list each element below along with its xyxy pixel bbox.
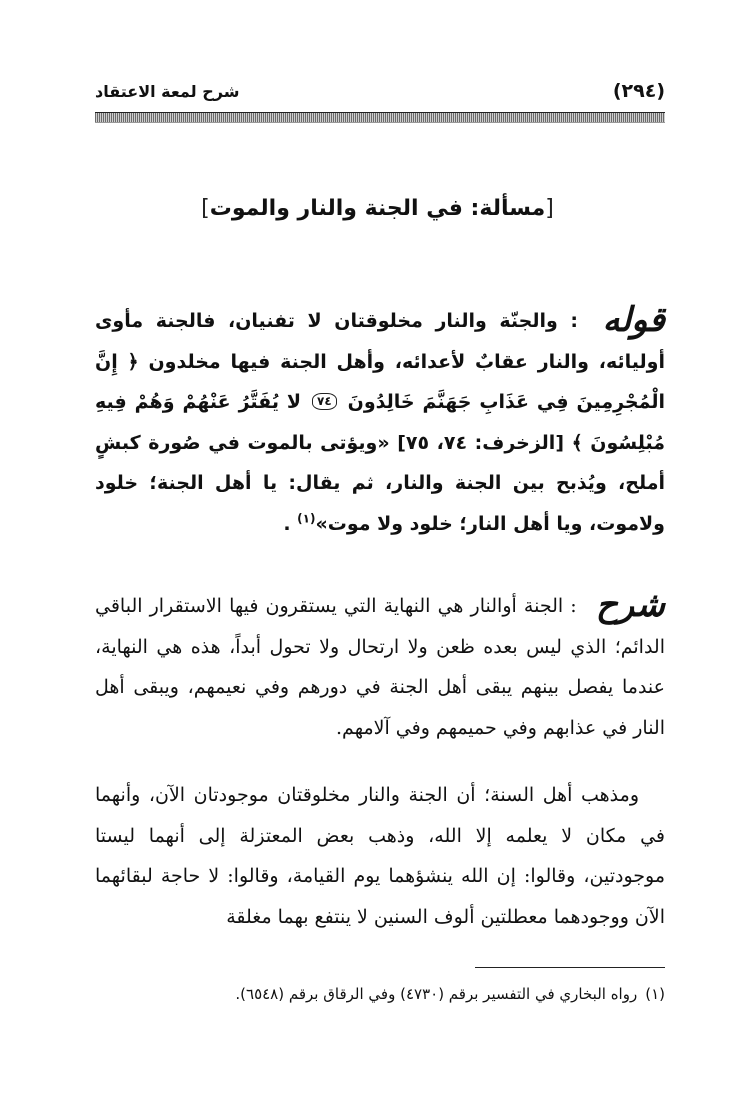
section-heading [0, 196, 755, 221]
ayah-number-marker: ٧٤ [312, 393, 337, 410]
page-number: (٢٩٤) [612, 80, 665, 102]
footnote-divider [475, 967, 665, 968]
sharh-paragraph-1 [95, 585, 665, 748]
book-title: شرح لمعة الاعتقاد [95, 82, 240, 101]
matn-text-end: . [283, 512, 298, 535]
header-rule [95, 112, 665, 123]
sharh-lead-word: شرح [595, 585, 666, 625]
footnote-number: (١) [645, 985, 665, 1003]
heading-bracket-open: [ [545, 196, 554, 221]
matn-lead-word: قوله [602, 300, 665, 340]
sharh-text-2: ومذهب أهل السنة؛ أن الجنة والنار مخلوقتان موجودتان الآن، وأنهما في مكان لا يعلمه إلا الله، وذهب بعض المعتزلة إلى أنهما ليستا موجودتين، وقالوا: إن الله ينشؤهما يوم القيامة، وقالوا: لا حاجة لبقائهما الآن ووجودهما معطلتين ألوف السنين لا ينتفع بهما مغلقة [95, 784, 665, 928]
heading-bracket-close: ] [201, 196, 210, 221]
footnote-reference: (١) [297, 511, 316, 526]
section-title: مسألة: في الجنة والنار والموت [209, 196, 546, 221]
matn-paragraph [95, 300, 665, 544]
matn-text-2: لا يُفَتَّرُ عَنْهُمْ وَهُمْ فِيهِ مُبْلِسُونَ ﴾ [الزخرف: ٧٤، ٧٥] «ويؤتى بالموت في صُورة كبشٍ أملح، ويُذبح بين الجنة والنار، ثم يقال: يا أهل الجنة؛ خلود ولاموت، ويا أهل النار؛ خلود ولا موت» [95, 391, 666, 535]
footnote-text: رواه البخاري في التفسير برقم (٤٧٣٠) وفي الرقاق برقم (٦٥٤٨). [235, 985, 638, 1003]
sharh-paragraph-2 [95, 775, 665, 937]
sharh-text-1: : الجنة أوالنار هي النهاية التي يستقرون فيها الاستقرار الباقي الدائم؛ الذي ليس بعده ظعن ولا ارتحال ولا تحول أبداً، هذه هي النهاية، عندما يفصل بينهم يبقى أهل الجنة في دورهم وفي نعيمهم، ويبقى أهل النار في عذابهم وفي حميمهم وفي آلامهم. [95, 595, 665, 739]
matn-text-1: : والجنّة والنار مخلوقتان لا تفنيان، فالجنة مأوى أوليائه، والنار عقابٌ لأعدائه، وأهل الجنة فيها مخلدون ﴿ إِنَّ الْمُجْرِمِينَ فِي عَذَابِ جَهَنَّمَ خَالِدُونَ [95, 310, 665, 413]
footnote [95, 985, 665, 1003]
running-header [95, 80, 665, 106]
